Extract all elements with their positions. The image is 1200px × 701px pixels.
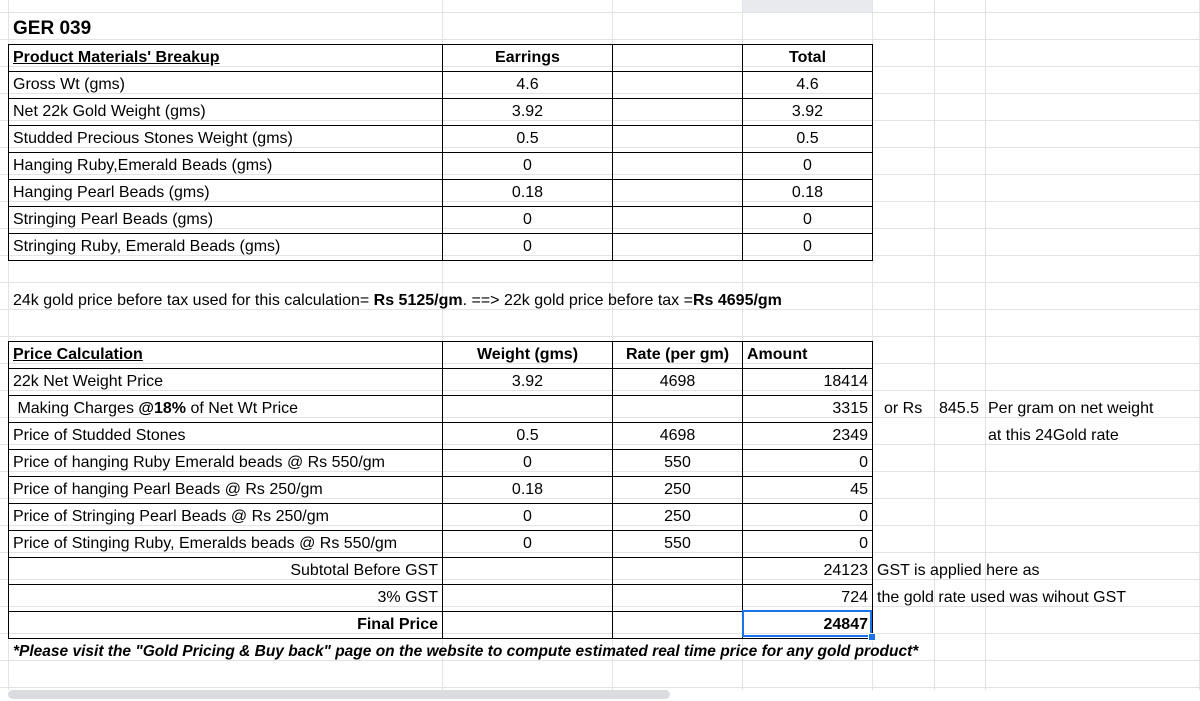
making-label-percent: @18% [138,400,187,417]
final-price-label: Final Price [357,616,438,633]
price-row-rate: 250 [664,481,691,498]
materials-header-earrings: Earrings [495,49,560,66]
price-row-weight [443,395,612,422]
footer-note: *Please visit the "Gold Pricing & Buy back" page on the website to compute estimated real time price for any gold product* [13,643,919,660]
making-label-pre: Making Charges [13,400,139,417]
materials-row-total: 0 [803,238,812,255]
making-label-post: of Net Wt Price [186,400,299,417]
gold-rate-24k: Rs 5125/gm [373,292,463,309]
selected-column-header[interactable] [743,0,872,12]
price-row-weight: 0.18 [511,481,544,498]
making-or-label: or Rs [884,400,923,417]
price-header-rate: Rate (per gm) [625,346,730,363]
fill-handle[interactable] [868,633,876,641]
making-rate-desc-2: at this 24Gold rate [988,427,1119,444]
gst-note-line-2: the gold rate used was wihout GST [877,589,1127,606]
materials-row-total: 0 [803,157,812,174]
materials-row-label: Stringing Pearl Beads (gms) [13,211,214,228]
grid-line [8,44,9,261]
gold-rate-note [13,287,782,314]
price-row-amount: 3315 [832,400,868,417]
grid-line [0,336,1200,337]
materials-row-label: Studded Precious Stones Weight (gms) [13,130,293,147]
materials-row-label: Net 22k Gold Weight (gms) [13,103,206,120]
materials-row-label: Stringing Ruby, Emerald Beads (gms) [13,238,281,255]
price-row-rate: 250 [664,508,691,525]
subtotal-amount: 24123 [823,562,868,579]
price-header-weight: Weight (gms) [476,346,579,363]
price-row-amount: 2349 [832,427,868,444]
materials-row-earrings: 4.6 [516,76,539,93]
materials-row-earrings: 0.5 [516,130,539,147]
price-header-amount: Amount [747,346,808,363]
materials-row-earrings: 0.18 [511,184,544,201]
gst-amount: 724 [841,589,868,606]
gold-note-middle: . ==> 22k gold price before tax = [462,292,693,309]
grid-line [612,44,613,261]
materials-row-total: 0.18 [791,184,824,201]
materials-row-label: Hanging Pearl Beads (gms) [13,184,210,201]
gold-note-prefix: 24k gold price before tax used for this calculation= [13,292,374,309]
price-row-amount: 0 [859,535,868,552]
materials-header-label: Product Materials' Breakup [13,49,220,66]
price-row-label: Price of Stinging Ruby, Emeralds beads @ Rs 550/gm [13,535,398,552]
horizontal-scrollbar[interactable] [8,690,670,699]
materials-row-label: Gross Wt (gms) [13,76,125,93]
grid-line [872,44,873,261]
column-header-strip [0,0,1200,12]
price-row-amount: 0 [859,454,868,471]
selected-cell-outline[interactable] [742,610,872,637]
materials-header-total: Total [788,49,827,66]
product-code: GER 039 [13,18,92,39]
making-rate-desc: Per gram on net weight [988,400,1154,417]
materials-row-earrings: 0 [523,157,532,174]
price-row-rate [613,395,742,422]
grid-line [872,341,873,639]
gst-note-line-1: GST is applied here as [877,562,1040,579]
price-row-label: Price of Stringing Pearl Beads @ Rs 250/gm [13,508,329,525]
price-row-amount: 0 [859,508,868,525]
materials-row-earrings: 0 [523,211,532,228]
price-row-label: Price of hanging Pearl Beads @ Rs 250/gm [13,481,323,498]
price-row-label-making [13,395,298,422]
materials-header-empty [613,44,742,71]
making-rate-per-gram: 845.5 [939,400,980,417]
price-row-weight: 3.92 [511,373,544,390]
materials-row-total: 0 [803,211,812,228]
grid-line [0,39,1200,40]
price-row-rate: 550 [664,535,691,552]
price-row-weight: 0 [523,535,532,552]
materials-row-total: 3.92 [791,103,824,120]
subtotal-label: Subtotal Before GST [290,562,438,579]
grid-line [8,260,873,261]
price-row-weight: 0 [523,454,532,471]
price-row-rate: 550 [664,454,691,471]
price-row-rate: 4698 [659,373,696,390]
final-price-amount[interactable]: 24847 [823,616,868,633]
price-header-label: Price Calculation [13,346,143,363]
price-row-weight: 0.5 [516,427,539,444]
price-row-rate: 4698 [659,427,696,444]
price-row-amount: 45 [850,481,868,498]
materials-row-label: Hanging Ruby,Emerald Beads (gms) [13,157,273,174]
materials-row-total: 4.6 [796,76,819,93]
gst-label: 3% GST [377,589,438,606]
grid-line [0,282,1200,283]
price-row-label: Price of hanging Ruby Emerald beads @ Rs 550/gm [13,454,385,471]
materials-row-earrings: 3.92 [511,103,544,120]
materials-row-earrings: 0 [523,238,532,255]
grid-line [0,687,1200,688]
gold-rate-22k: Rs 4695/gm [692,292,782,309]
price-row-label: 22k Net Weight Price [13,373,163,390]
grid-line [0,12,1200,13]
price-row-amount: 18414 [823,373,868,390]
price-row-weight: 0 [523,508,532,525]
materials-row-total: 0.5 [796,130,819,147]
price-row-label: Price of Studded Stones [13,427,186,444]
